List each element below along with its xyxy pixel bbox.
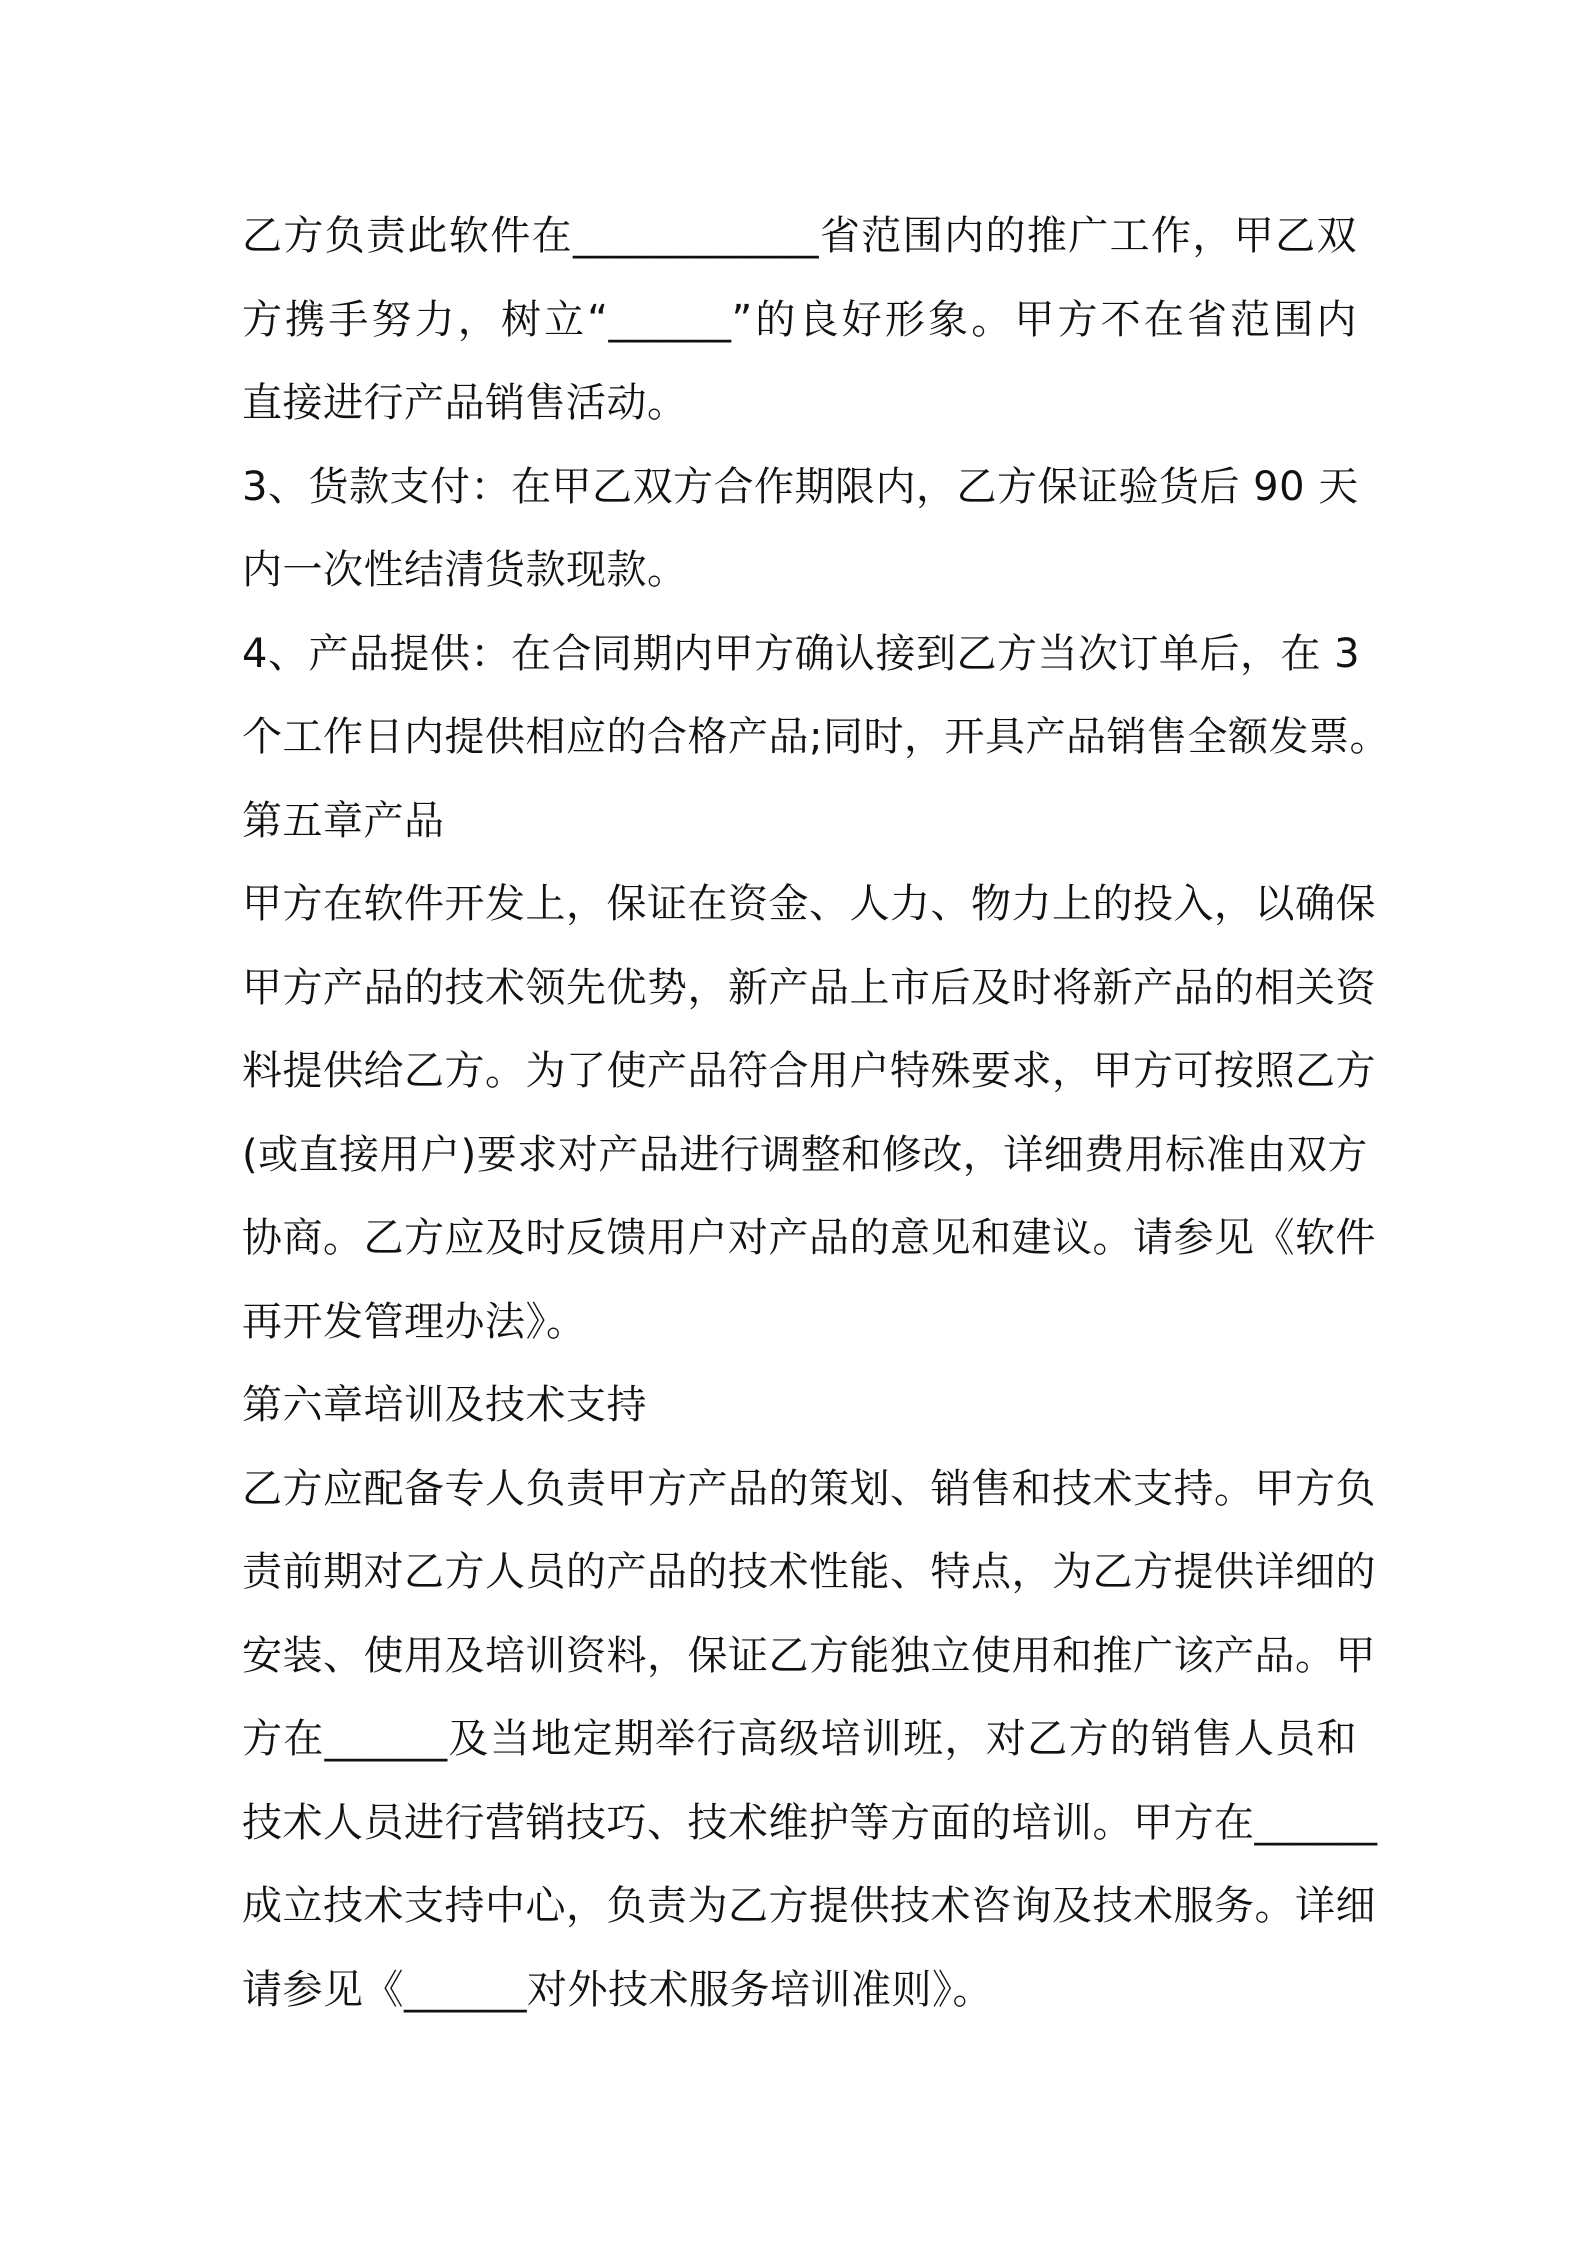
paragraph-line: 方在______及当地定期举行高级培训班，对乙方的销售人员和 bbox=[242, 1716, 1357, 1762]
paragraph-line: 3、货款支付：在甲乙双方合作期限内，乙方保证验货后 90 天 bbox=[242, 463, 1359, 510]
paragraph-line: 方携手努力，树立“______”的良好形象。甲方不在省范围内 bbox=[242, 296, 1357, 343]
chapter-heading: 第六章培训及技术支持 bbox=[242, 1382, 647, 1428]
document-page bbox=[242, 195, 1390, 2032]
paragraph-line: 再开发管理办法》。 bbox=[242, 1298, 587, 1345]
paragraph-line: 协商。乙方应及时反馈用户对产品的意见和建议。请参见《软件 bbox=[242, 1215, 1376, 1261]
paragraph-line: 内一次性结清货款现款。 bbox=[242, 547, 688, 593]
paragraph-line: 甲方在软件开发上，保证在资金、人力、物力上的投入，以确保 bbox=[242, 881, 1376, 927]
paragraph-line: 责前期对乙方人员的产品的技术性能、特点，为乙方提供详细的 bbox=[242, 1549, 1376, 1595]
paragraph-line: 直接进行产品销售活动。 bbox=[242, 380, 688, 426]
paragraph-line: 请参见《______对外技术服务培训准则》。 bbox=[242, 1966, 993, 2013]
paragraph-line: 个工作日内提供相应的合格产品;同时，开具产品销售全额发票。 bbox=[242, 714, 1390, 760]
paragraph-line: 安装、使用及培训资料，保证乙方能独立使用和推广该产品。甲 bbox=[242, 1632, 1376, 1679]
paragraph-line: 4、产品提供：在合同期内甲方确认接到乙方当次订单后，在 3 bbox=[242, 630, 1361, 677]
paragraph-line: 成立技术支持中心，负责为乙方提供技术咨询及技术服务。详细 bbox=[242, 1883, 1376, 1929]
paragraph-line: (或直接用户)要求对产品进行调整和修改，详细费用标准由双方 bbox=[242, 1131, 1368, 1178]
chapter-heading: 第五章产品 bbox=[242, 797, 445, 844]
paragraph-line: 甲方产品的技术领先优势，新产品上市后及时将新产品的相关资 bbox=[242, 964, 1376, 1011]
paragraph-line: 乙方应配备专人负责甲方产品的策划、销售和技术支持。甲方负 bbox=[242, 1465, 1376, 1512]
paragraph-line: 料提供给乙方。为了使产品符合用户特殊要求，甲方可按照乙方 bbox=[242, 1048, 1376, 1094]
paragraph-line: 乙方负责此软件在____________省范围内的推广工作，甲乙双 bbox=[242, 213, 1357, 259]
paragraph-line: 技术人员进行营销技巧、技术维护等方面的培训。甲方在______ bbox=[242, 1799, 1378, 1846]
